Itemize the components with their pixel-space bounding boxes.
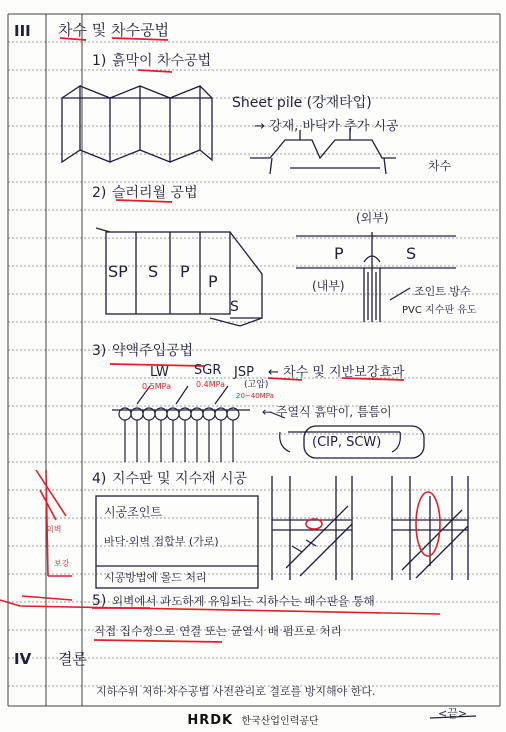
item-5-line-1: 외벽에서 과도하게 유입되는 지하수는 배수판을 통해 <box>112 594 375 608</box>
method-sgr: SGR <box>194 363 222 378</box>
sheet-pile-label: Sheet pile (강재타입) <box>232 95 372 111</box>
footer-brand: HRDK <box>187 713 234 728</box>
item-number-3: 3) <box>92 343 107 359</box>
item-title-4: 지수판 및 지수재 시공 <box>112 471 248 487</box>
section-title-iii: 차수 및 차수공법 <box>58 21 169 39</box>
slurry-panel-p: P <box>180 262 190 281</box>
water-stop-label: 차수 <box>428 159 452 173</box>
box-line-2: 바닥·외벽 접합부 (가로) <box>104 535 219 548</box>
item-title-2: 슬러리월 공법 <box>112 185 198 201</box>
item-number-5: 5) <box>92 593 107 609</box>
joint-note-2: PVC 지수판 유도 <box>402 305 477 316</box>
item-number-2: 2) <box>92 185 107 201</box>
inside-label: (내부) <box>312 279 345 293</box>
cip-scw-label: (CIP, SCW) <box>312 435 382 450</box>
item-number-4: 4) <box>92 471 107 487</box>
box-line-3: 시공방법에 몰드 처리 <box>104 571 207 584</box>
slurry-panel-sp: SP <box>108 262 128 281</box>
red-note-2: 보강 <box>54 559 70 568</box>
outside-label: (외부) <box>356 211 389 225</box>
item-number-1: 1) <box>92 53 107 69</box>
jsp-high-pressure: (고압) <box>244 380 269 390</box>
joint-note-1: 조인트 방수 <box>414 285 471 298</box>
conclusion-text: 지하수위 저하·차수공법 사전관리로 결로를 방지해야 한다. <box>96 685 376 698</box>
section-numeral-iv: IV <box>14 650 32 668</box>
slurry-panel-s2: S <box>230 299 239 315</box>
joint-panel-p: P <box>334 244 344 263</box>
method-lw: LW <box>150 365 169 380</box>
sheet-pile-note: → 강재, 바닥가 추가 시공 <box>254 119 399 134</box>
jsp-pressure: 20~40MPa <box>236 392 274 400</box>
red-note-1: 외벽 <box>46 525 62 534</box>
method-jsp: JSP <box>234 365 254 380</box>
item-5-line-2: 직접 집수정으로 연결 또는 균열시 배 펌프로 처리 <box>94 624 342 638</box>
lw-pressure: 0.5MPa <box>142 382 171 391</box>
column-wall-note: ← 주열식 흙막이, 틈틈이 <box>262 405 392 419</box>
item-title-3: 약액주입공법 <box>112 343 194 359</box>
section-numeral-iii: III <box>14 22 31 40</box>
sgr-pressure: 0.4MPa <box>196 380 225 389</box>
slurry-panel-s: S <box>148 262 159 281</box>
joint-panel-s: S <box>406 244 417 263</box>
section-title-iv: 결론 <box>58 650 87 668</box>
grouting-effect-note: ← 차수 및 지반보강효과 <box>268 365 405 380</box>
box-line-1: 시공조인트 <box>104 505 162 519</box>
item-title-1: 흙막이 차수공법 <box>112 53 212 69</box>
slurry-panel-p2: P <box>208 272 218 291</box>
footer <box>0 712 506 732</box>
footer-org: 한국산업인력공단 <box>241 716 319 727</box>
end-mark: <끝> <box>438 707 468 720</box>
